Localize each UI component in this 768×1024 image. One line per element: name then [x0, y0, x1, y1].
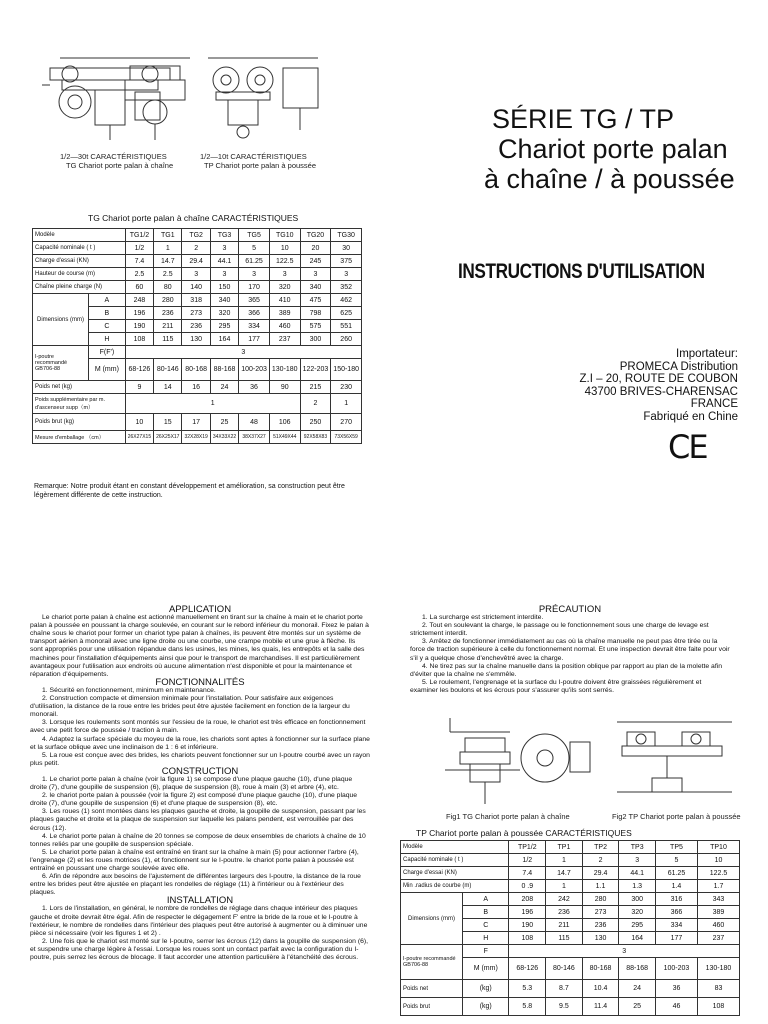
table-cell: 122.5 — [697, 867, 739, 880]
table-cell: 318 — [182, 294, 210, 307]
table-cell: 36 — [239, 381, 270, 394]
title-line1: SÉRIE TG / TP — [492, 104, 675, 134]
table-cell: 280 — [582, 893, 619, 906]
table-cell: 5.8 — [509, 998, 546, 1016]
table-cell: 3 — [210, 268, 238, 281]
installation-heading: INSTALLATION — [166, 895, 234, 907]
table-cell: C — [89, 320, 126, 333]
table-cell: 334 — [239, 320, 270, 333]
table-cell: 5 — [239, 242, 270, 255]
list-item: 4. Ne tirez pas sur la chaîne manuelle dans la position oblique par rapport au plan de la molette afin d'éviter que la chaîne ne s'emmêle. — [410, 662, 723, 678]
importer-street: Z.I – 20, ROUTE DE COUBON — [579, 373, 738, 385]
table-cell: 24 — [210, 381, 238, 394]
table-cell: 3 — [125, 346, 361, 359]
table-cell: 7.4 — [509, 867, 546, 880]
importer-label: Importateur: — [676, 348, 738, 360]
table-cell: Poids supplémentaire par m. d'ascenseur supp（m） — [33, 394, 126, 414]
tp-header-1: TP1/2 — [509, 841, 546, 854]
table-cell: 30 — [331, 242, 362, 255]
table-row — [33, 394, 362, 414]
fig1-caption: Fig1 TG Chariot porte palan à chaîne — [446, 812, 570, 821]
remark-note: Remarque: Notre produit étant en constant développement et amélioration, sa construction peut être légèrement différente de cette instruction. — [34, 483, 345, 499]
table-cell: A — [89, 294, 126, 307]
tp-header-5: TP5 — [655, 841, 697, 854]
table-cell: 61.25 — [239, 255, 270, 268]
table-row — [401, 880, 740, 893]
table-cell: 16 — [182, 381, 210, 394]
table-cell: Poids net — [401, 980, 463, 998]
table-cell: 237 — [269, 333, 300, 346]
table-cell: 80-168 — [182, 359, 210, 381]
table-cell: 211 — [546, 919, 583, 932]
table-cell: 320 — [619, 906, 656, 919]
table-cell: Poids brut — [401, 998, 463, 1016]
table-cell: 352 — [331, 281, 362, 294]
table-cell: 68-126 — [125, 359, 153, 381]
table-cell: 108 — [125, 333, 153, 346]
tp-caption-line2: TP Chariot porte palan à poussée — [204, 161, 317, 170]
tp-header-0: Modèle — [401, 841, 509, 854]
table-cell: 3 — [331, 268, 362, 281]
table-cell: Charge d'essai (KN) — [33, 255, 126, 268]
table-cell: 150-180 — [331, 359, 362, 381]
tg-header-8: TG30 — [331, 229, 362, 242]
table-cell: 130 — [182, 333, 210, 346]
table-cell: 73X56X59 — [331, 431, 362, 444]
title-line3: à chaîne / à poussée — [484, 164, 735, 194]
application-heading: APPLICATION — [168, 604, 232, 615]
table-cell: 36 — [655, 980, 697, 998]
fig1-drawing — [440, 712, 600, 808]
table-cell: 83 — [697, 980, 739, 998]
tg-header-4: TG3 — [210, 229, 238, 242]
table-cell: 2 — [300, 394, 331, 414]
list-item: 5. Le roulement, l'engrenage et la surface du I-poutre doivent être graissées régulièrement et examiner les boulons et les écrous pour s'assurer qu'ils sont serrés. — [410, 678, 702, 694]
table-cell: 100-203 — [239, 359, 270, 381]
table-cell: 88-168 — [210, 359, 238, 381]
table-cell: 270 — [331, 414, 362, 431]
table-cell: 46 — [655, 998, 697, 1016]
table-cell: 236 — [182, 320, 210, 333]
table-cell: 3 — [269, 268, 300, 281]
list-item: 1. Le chariot porte palan à chaîne (voir la figure 1) se compose d'une plaque gauche (10), d'une plaque droite (7), d'une goupille de suspension (6), plaque de suspension (8), roue à main (3) et arbre (4), etc. — [30, 775, 353, 792]
table-cell: 1 — [546, 854, 583, 867]
table-cell: 24 — [619, 980, 656, 998]
table-row — [33, 294, 362, 307]
list-item: 5. Le chariot porte palan à chaîne est entraîné en tirant sur la chaîne à main (5) pour actionner l'arbre (4), l'engrenage (2) et les roues motrices (1), et fonctionnent sur le I-poutre. le chariot porte palan à poussée est entraîné en poussant une charge soulevée avec elle. — [30, 848, 359, 872]
table-cell: 48 — [239, 414, 270, 431]
table-row — [33, 281, 362, 294]
table-cell: 14.7 — [546, 867, 583, 880]
table-cell: 44.1 — [210, 255, 238, 268]
table-cell: H — [89, 333, 126, 346]
table-cell: H — [463, 932, 509, 945]
table-cell: B — [89, 307, 126, 320]
table-cell: 0 .9 — [509, 880, 546, 893]
tg-header-0: Modèle — [33, 229, 126, 242]
table-cell: 80-146 — [154, 359, 182, 381]
table-cell: 14.7 — [154, 255, 182, 268]
table-cell: 260 — [331, 333, 362, 346]
table-cell: 32X28X19 — [182, 431, 210, 444]
table-cell: 1/2 — [509, 854, 546, 867]
list-item: 2. le chariot porte palan à poussée (voir la figure 2) est composé d'une plaque gauche (10), d'une plaque droite (7), d'une goupille de suspension (6) et d'une plaque de suspension (8), etc. — [30, 792, 358, 808]
table-cell: 108 — [509, 932, 546, 945]
list-item: 1. Lors de l'installation, en général, le nombre de rondelles de réglage dans chaque intérieur des plaques gauche et droite devrait être égal. Afin de respecter le dégagement F' entre la bride de la roue et le I-poutre à l'extérieur, le nombre de rondelles dans l'intérieur des plaques peut être autorisé à augmenter ou à diminuer une pièce si nécessaire (voir les figures 1 et 2) . — [30, 905, 368, 937]
table-cell: 375 — [331, 255, 362, 268]
table-cell: 80-146 — [546, 958, 583, 980]
tg-header-3: TG2 — [182, 229, 210, 242]
table-cell: 3 — [300, 268, 331, 281]
table-cell: 80-168 — [582, 958, 619, 980]
fig2-caption: Fig2 TP Chariot porte palan à poussée — [612, 812, 741, 821]
tg-header-7: TG20 — [300, 229, 331, 242]
construction-heading: CONSTRUCTION — [161, 765, 239, 777]
table-cell: 3 — [210, 242, 238, 255]
table-row — [33, 431, 362, 444]
list-item: 5. La roue est conçue avec des brides, les chariots peuvent fonctionner sur un I-poutre courbé avec un rayon plus petit. — [30, 751, 370, 767]
table-cell: 25 — [210, 414, 238, 431]
table-cell: 164 — [619, 932, 656, 945]
table-cell: 25 — [619, 998, 656, 1016]
table-cell: 26X27X15 — [125, 431, 153, 444]
table-cell: 366 — [655, 906, 697, 919]
table-cell: Mesure d'emballage （cm） — [33, 431, 126, 444]
table-cell: 625 — [331, 307, 362, 320]
table-cell: 20 — [300, 242, 331, 255]
table-cell: 250 — [300, 414, 331, 431]
table-cell: 460 — [269, 320, 300, 333]
importer-block — [580, 348, 738, 423]
table-cell: 130-180 — [269, 359, 300, 381]
table-cell: 1.7 — [697, 880, 739, 893]
importer-city: 43700 BRIVES-CHARENSAC — [584, 385, 738, 398]
table-row — [401, 854, 740, 867]
made-in: Fabriqué en Chine — [643, 410, 738, 423]
table-cell: 236 — [154, 307, 182, 320]
table-cell: C — [463, 919, 509, 932]
right-column — [410, 606, 730, 695]
table-cell: 2 — [582, 854, 619, 867]
table-cell: 15 — [154, 414, 182, 431]
table-cell: 9 — [125, 381, 153, 394]
tg-trolley-side-drawing — [110, 52, 200, 144]
left-column — [30, 606, 370, 962]
table-cell: 10 — [269, 242, 300, 255]
document-title — [484, 104, 744, 194]
list-item: 4. Adaptez la surface spéciale du moyeu de la roue, les chariots sont aptes à fonctionner sur la surface plane et la surface oblique avec une inclinaison de 1 : 6 et inférieure. — [30, 735, 370, 751]
list-item: 2. Une fois que le chariot est monté sur le I-poutre, serrer les écrous (12) dans la goupille de suspension (6), et suspendre une charge légère à l'essai. Lorsque les roues sont un contact parfait avec la configuration du I-poutre, puis serrez les écrous de blocage. Il faut accorder une attention particulière à l'étanchéité des écrous. — [30, 937, 369, 962]
table-cell: 29.4 — [582, 867, 619, 880]
application-text: Le chariot porte palan à chaîne est actionné manuellement en tirant sur la chaîne à main et le chariot porte palan à poussée en poussant la charge soulevée, en courant sur le rebord inférieur du monorail. Fixez le palan à chaîne sous le chariot pour former un chariot type palan à chaînes, ils peuvent être montés sur un système de transport aérien à monorail avec une ligne droite ou une courbe, une crampe mobile et une grue à flèche. Ils sont appropriés pour une utilisation répandue dans les usines, les mines, les quais, les entrepôts et la salle des machines pour l'installation d'équipements ainsi que pour le transport de marchandises. Il est particulièrement avantageux pour l'utilisation aux endroits où aucune alimentation n'est disponible et pour la maintenance et réparation d'équipements. — [30, 614, 369, 678]
table-cell: 280 — [154, 294, 182, 307]
table-cell: M (mm) — [89, 359, 126, 381]
table-cell: 5 — [655, 854, 697, 867]
dimensions-label: Dimensions (mm) — [401, 893, 463, 945]
ipoutre-label: I-poutre recommandé GB706-88 — [401, 945, 463, 980]
table-cell: 242 — [546, 893, 583, 906]
table-row — [401, 841, 740, 854]
table-cell: 237 — [697, 932, 739, 945]
list-item: 3. Les roues (1) sont montées dans les plaques gauche et droite, la goupille de suspension, passant par les plaques gauche et droite et la plaque de suspension sur laquelle les palans pendent, est verrouillée par des écrous (12). — [30, 808, 366, 832]
table-cell: 236 — [546, 906, 583, 919]
table-cell: 177 — [655, 932, 697, 945]
table-cell: 1 — [331, 394, 362, 414]
table-cell: 551 — [331, 320, 362, 333]
table-cell: Poids brut (kg) — [33, 414, 126, 431]
title-line2: Chariot porte palan — [498, 134, 728, 164]
table-cell: 196 — [125, 307, 153, 320]
precaution-heading: PRÉCAUTION — [538, 604, 602, 615]
tg-header-1: TG1/2 — [125, 229, 153, 242]
table-row — [401, 998, 740, 1016]
table-cell: 7.4 — [125, 255, 153, 268]
table-cell: 29.4 — [182, 255, 210, 268]
table-cell: 130 — [582, 932, 619, 945]
table-cell: 316 — [655, 893, 697, 906]
table-cell: 8.7 — [546, 980, 583, 998]
table-cell: 1 — [154, 242, 182, 255]
table-cell: 2 — [182, 242, 210, 255]
table-cell: 295 — [210, 320, 238, 333]
table-cell: 11.4 — [582, 998, 619, 1016]
table-row — [401, 945, 740, 958]
table-row — [33, 242, 362, 255]
tg-caption-line2: TG Chariot porte palan à chaîne — [66, 161, 174, 170]
tp-header-6: TP10 — [697, 841, 739, 854]
table-cell: 300 — [300, 333, 331, 346]
table-cell: 230 — [331, 381, 362, 394]
tp-caption-line1: 1/2—10t CARACTÉRISTIQUES — [200, 152, 307, 161]
table-cell: 365 — [239, 294, 270, 307]
table-cell: 92X58X83 — [300, 431, 331, 444]
table-cell: 38X37X27 — [239, 431, 270, 444]
table-cell: 366 — [239, 307, 270, 320]
instructions-heading: INSTRUCTIONS D'UTILISATION — [458, 260, 705, 283]
tg-header-6: TG10 — [269, 229, 300, 242]
list-item: 1. Sécurité en fonctionnement, minimum en maintenance. — [42, 686, 216, 694]
table-cell: 10 — [125, 414, 153, 431]
list-item: 2. Tout en soulevant la charge, le passage ou le fonctionnement sous une charge de levage est strictement interdit. — [410, 622, 709, 638]
table-cell: 60 — [125, 281, 153, 294]
table-cell: 5.3 — [509, 980, 546, 998]
list-item: 3. Lorsque les roulements sont montés sur l'essieu de la roue, le chariot est très efficace en fonctionnement avec une petit force de poussée / traction à main. — [30, 719, 366, 735]
table-cell: 44.1 — [619, 867, 656, 880]
tg-drawing-caption — [60, 152, 173, 170]
table-cell: 10.4 — [582, 980, 619, 998]
table-cell: 100-203 — [655, 958, 697, 980]
table-cell: 320 — [269, 281, 300, 294]
table-row — [401, 867, 740, 880]
list-item: 1. La surcharge est strictement interdite. — [422, 614, 544, 622]
table-cell: 14 — [154, 381, 182, 394]
table-cell: 1.1 — [582, 880, 619, 893]
list-item: 3. Arrêtez de fonctionner immédiatement au cas où la chaîne manuelle ne peut pas être tirée ou la force de traction supérieure à celle du fonctionnement normal. Et une inspection devrait être faite pour voir s'il y a quelque chose d'enchevêtré avec la charge. — [410, 638, 730, 662]
table-cell: 51X49X44 — [269, 431, 300, 444]
table-cell: 215 — [300, 381, 331, 394]
table-row — [401, 893, 740, 906]
tg-header-2: TG1 — [154, 229, 182, 242]
table-cell: 245 — [300, 255, 331, 268]
tp-trolley-drawing — [198, 50, 328, 145]
ipoutre-label: I-poutre recommandé GB706-88 — [33, 346, 89, 381]
table-cell: 122-203 — [300, 359, 331, 381]
table-cell: 340 — [210, 294, 238, 307]
table-cell: 410 — [269, 294, 300, 307]
list-item: 6. Afin de répondre aux besoins de l'ajustement de différentes largeurs des I-poutre, la distance de la roue entre les brides peut être ajustée en plaçant les rondelles de réglage (11) à l'intérieur ou à l'extérieur des plaques. — [30, 873, 361, 897]
table-cell: 1 — [546, 880, 583, 893]
table-cell: 115 — [546, 932, 583, 945]
table-cell: Charge d'essai (KN) — [401, 867, 509, 880]
dimensions-label: Dimensions (mm) — [33, 294, 89, 346]
table-cell: 475 — [300, 294, 331, 307]
tp-header-2: TP1 — [546, 841, 583, 854]
tg-header-5: TG5 — [239, 229, 270, 242]
table-cell: 1.3 — [619, 880, 656, 893]
table-cell: 3 — [182, 268, 210, 281]
table-cell: 273 — [582, 906, 619, 919]
list-item: 4. Le chariot porte palan à chaîne de 20 tonnes se compose de deux ensembles de chariots à chaîne de 10 tonnes reliés par une goupille de suspension spéciale. — [30, 832, 366, 848]
table-cell: 177 — [239, 333, 270, 346]
table-cell: 1 — [125, 394, 300, 414]
table-cell: 334 — [655, 919, 697, 932]
table-row — [33, 381, 362, 394]
tp-table-title: TP Chariot porte palan à poussée CARACTÉRISTIQUES — [416, 828, 632, 838]
table-cell: 211 — [154, 320, 182, 333]
table-cell: 9.5 — [546, 998, 583, 1016]
table-cell: (kg) — [463, 980, 509, 998]
importer-company: PROMECA Distribution — [619, 360, 738, 373]
table-cell: 122.5 — [269, 255, 300, 268]
table-cell: 164 — [210, 333, 238, 346]
table-cell: Capacité nominale ( t ) — [33, 242, 126, 255]
table-cell: Capacité nominale ( t ) — [401, 854, 509, 867]
table-cell: 320 — [210, 307, 238, 320]
table-cell: 68-126 — [509, 958, 546, 980]
table-cell: 10 — [697, 854, 739, 867]
table-cell: 34X33X22 — [210, 431, 238, 444]
table-row — [33, 346, 362, 359]
table-cell: F(F') — [89, 346, 126, 359]
table-cell: 300 — [619, 893, 656, 906]
table-row — [401, 980, 740, 998]
table-cell: A — [463, 893, 509, 906]
fonctionnalites-heading: FONCTIONNALITÉS — [155, 676, 245, 688]
table-cell: 1/2 — [125, 242, 153, 255]
tg-spec-table — [32, 228, 362, 444]
table-cell: Chaîne pleine charge (N) — [33, 281, 126, 294]
tp-header-4: TP3 — [619, 841, 656, 854]
table-cell: 115 — [154, 333, 182, 346]
table-cell: 61.25 — [655, 867, 697, 880]
tp-spec-table — [400, 840, 740, 1016]
table-row — [33, 229, 362, 242]
table-cell: 90 — [269, 381, 300, 394]
table-cell: 798 — [300, 307, 331, 320]
importer-country: FRANCE — [690, 398, 738, 410]
table-row — [33, 414, 362, 431]
table-cell: 1.4 — [655, 880, 697, 893]
table-cell: 2.5 — [125, 268, 153, 281]
tg-table-title: TG Chariot porte palan à chaîne CARACTÉRISTIQUES — [88, 213, 299, 223]
table-cell: 208 — [509, 893, 546, 906]
tp-drawing-caption — [200, 152, 316, 170]
table-cell: 389 — [269, 307, 300, 320]
table-cell: 150 — [210, 281, 238, 294]
table-cell: F — [463, 945, 509, 958]
table-row — [33, 255, 362, 268]
table-cell: 190 — [125, 320, 153, 333]
table-cell: 190 — [509, 919, 546, 932]
table-cell: Hauteur de course (m) — [33, 268, 126, 281]
table-cell: B — [463, 906, 509, 919]
table-cell: 3 — [509, 945, 740, 958]
table-row — [33, 268, 362, 281]
table-cell: 26X25X17 — [154, 431, 182, 444]
table-cell: 3 — [239, 268, 270, 281]
table-cell: Poids net (kg) — [33, 381, 126, 394]
table-cell: 196 — [509, 906, 546, 919]
table-cell: 340 — [300, 281, 331, 294]
table-cell: 575 — [300, 320, 331, 333]
table-cell: 108 — [697, 998, 739, 1016]
table-cell: 295 — [619, 919, 656, 932]
list-item: 2. Construction compacte et dimension minimale pour l'installation. Pour satisfaire aux exigences d'utilisation, la distance de la roue entre les brides peut être ajustée facilement en fonction de la largeur du monorail. — [30, 695, 350, 719]
table-cell: 462 — [331, 294, 362, 307]
table-cell: 343 — [697, 893, 739, 906]
table-cell: 389 — [697, 906, 739, 919]
table-cell: (kg) — [463, 998, 509, 1016]
table-cell: M (mm) — [463, 958, 509, 980]
table-cell: 273 — [182, 307, 210, 320]
table-cell: 2.5 — [154, 268, 182, 281]
table-cell: 80 — [154, 281, 182, 294]
ce-mark: CE — [668, 428, 707, 466]
tp-header-3: TP2 — [582, 841, 619, 854]
table-cell: 140 — [182, 281, 210, 294]
table-cell: 130-180 — [697, 958, 739, 980]
table-cell: 236 — [582, 919, 619, 932]
table-cell: 170 — [239, 281, 270, 294]
table-cell: 88-168 — [619, 958, 656, 980]
table-cell: 460 — [697, 919, 739, 932]
table-cell: 17 — [182, 414, 210, 431]
table-cell: Min .radius de courbe (m) — [401, 880, 509, 893]
tg-caption-line1: 1/2—30t CARACTÉRISTIQUES — [60, 152, 167, 161]
table-cell: 3 — [619, 854, 656, 867]
table-cell: 106 — [269, 414, 300, 431]
fig2-drawing — [612, 712, 742, 808]
table-cell: 248 — [125, 294, 153, 307]
